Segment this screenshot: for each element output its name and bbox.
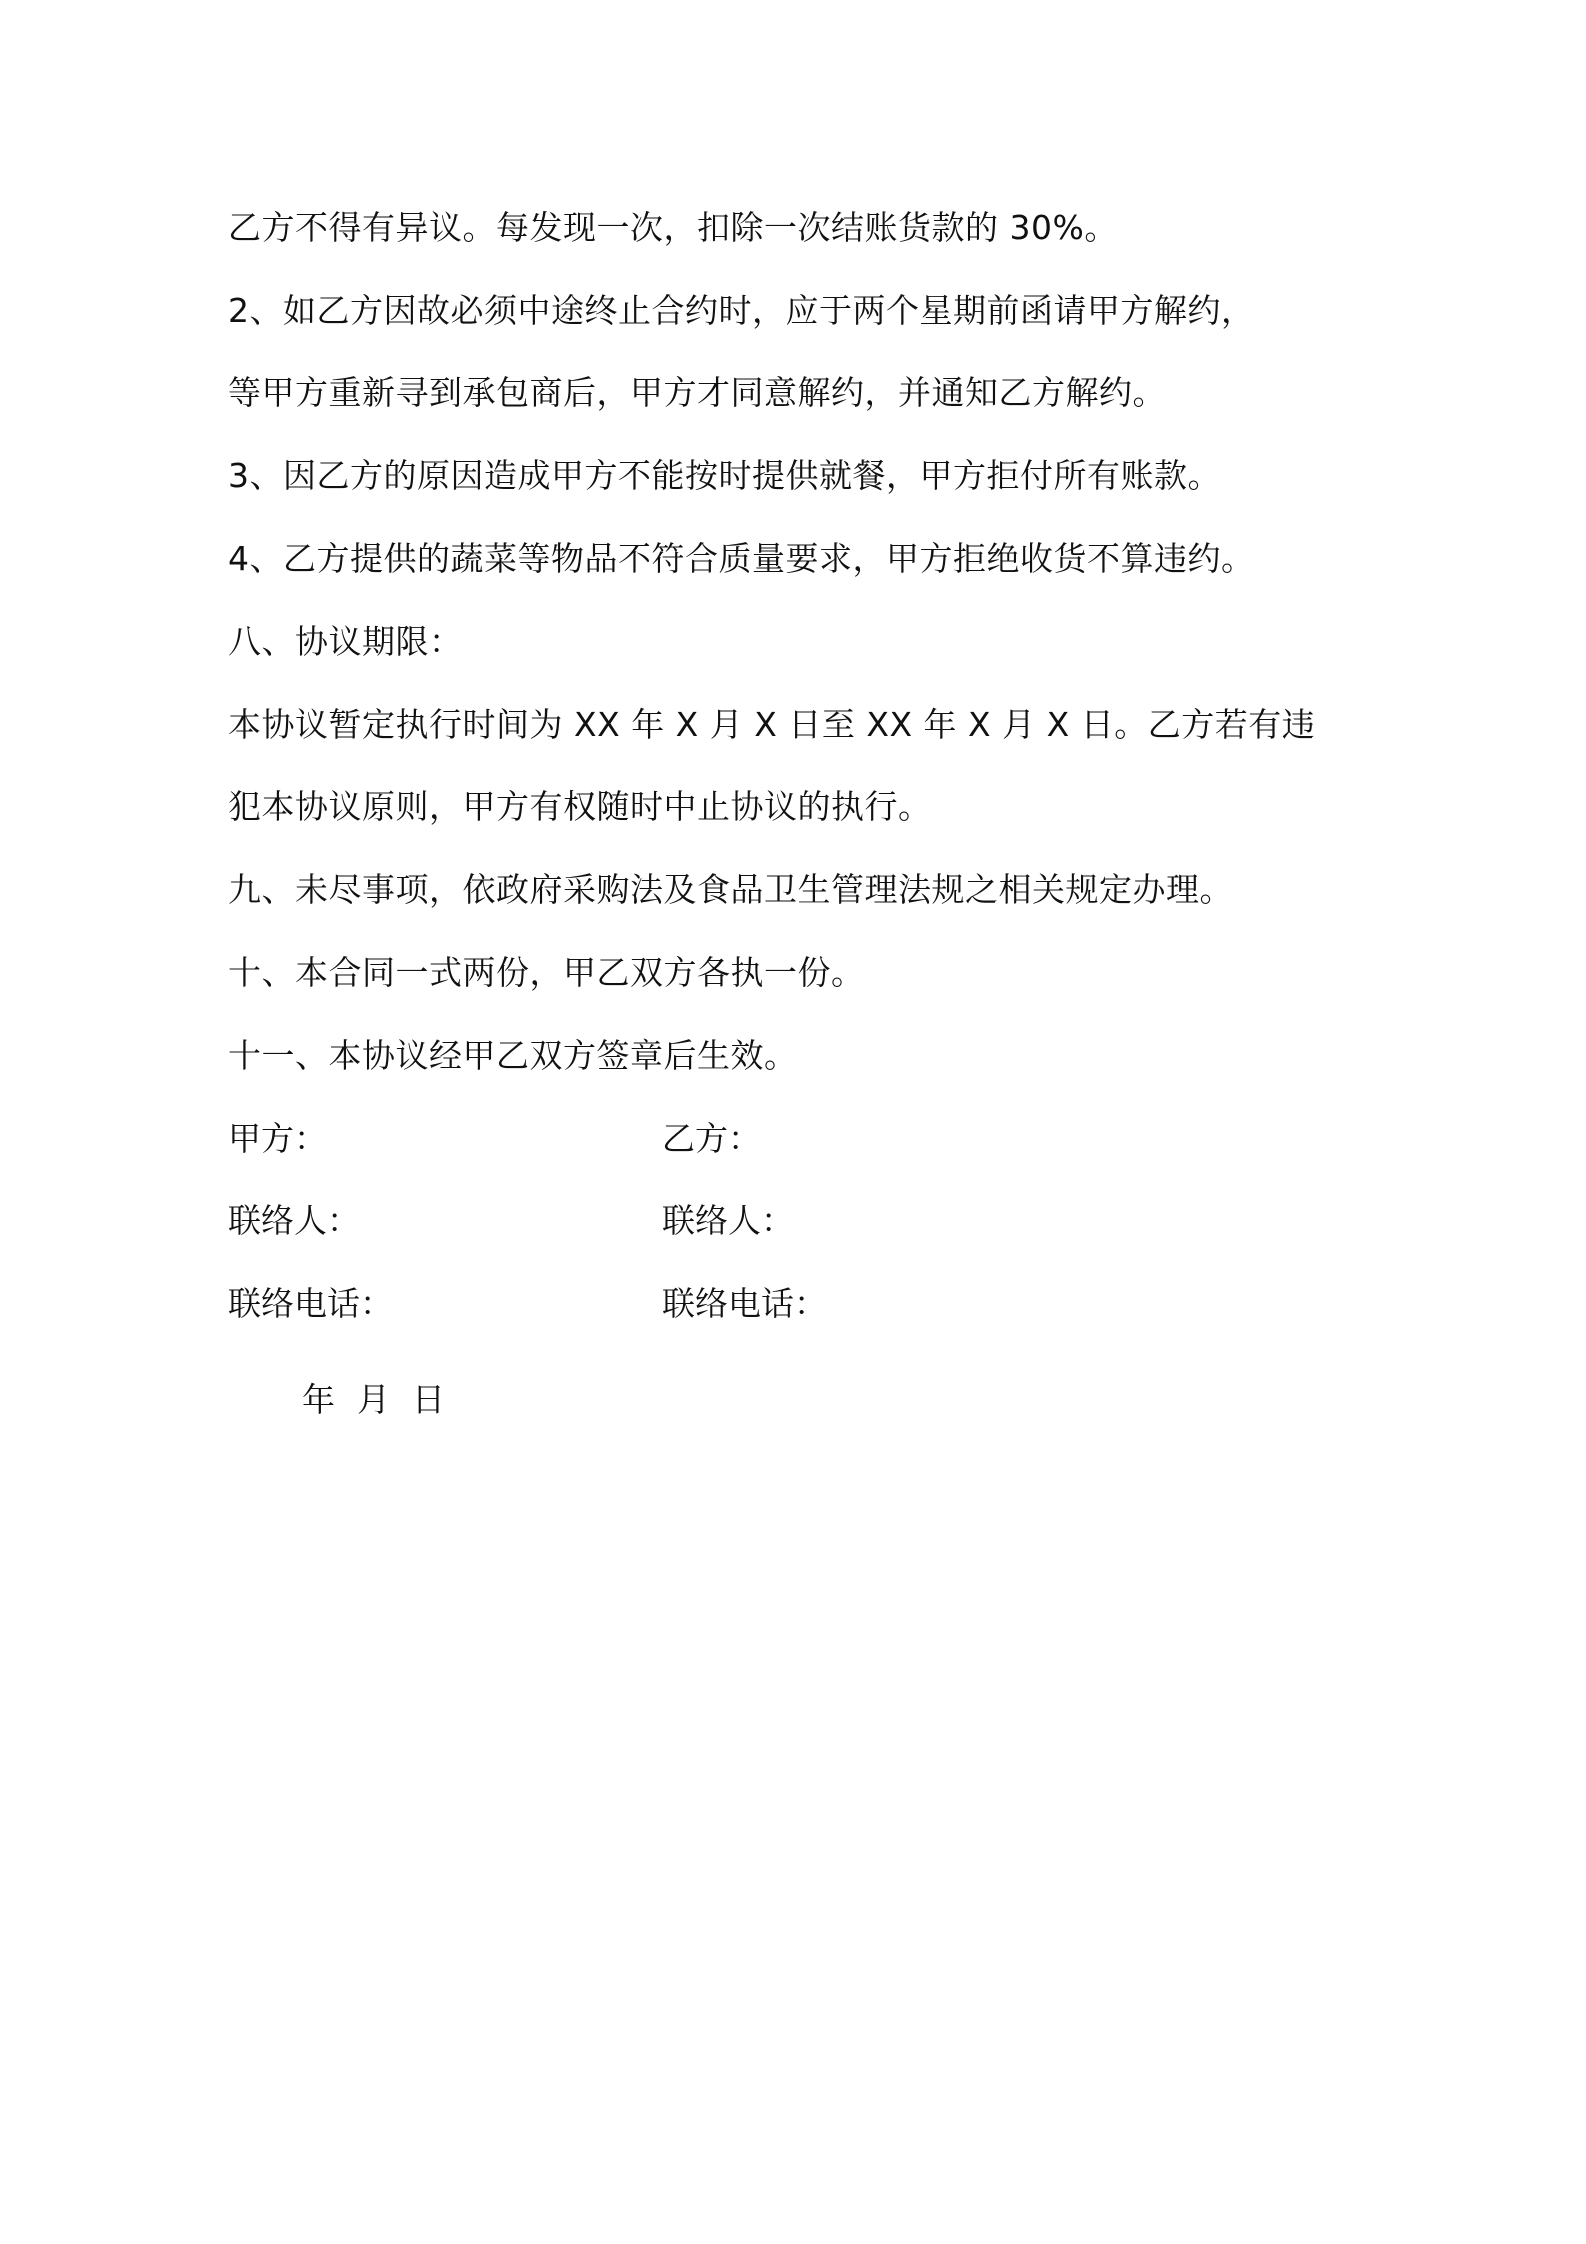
contact-a-label: 联络人： xyxy=(228,1201,360,1240)
paragraph-line: 本协议暂定执行时间为 XX 年 X 月 X 日至 XX 年 X 月 X 日。乙方若有违 xyxy=(228,705,1316,744)
party-b-label: 乙方： xyxy=(662,1119,761,1158)
date-month: 月 xyxy=(357,1380,390,1419)
paragraph-line: 4、乙方提供的蔬菜等物品不符合质量要求，甲方拒绝收货不算违约。 xyxy=(228,539,1255,578)
section-heading: 八、协议期限： xyxy=(228,622,463,661)
paragraph-line: 3、因乙方的原因造成甲方不能按时提供就餐，甲方拒付所有账款。 xyxy=(228,456,1221,495)
paragraph-line: 九、未尽事项，依政府采购法及食品卫生管理法规之相关规定办理。 xyxy=(228,870,1233,909)
paragraph-line: 十、本合同一式两份，甲乙双方各执一份。 xyxy=(228,953,865,992)
paragraph-line: 2、如乙方因故必须中途终止合约时，应于两个星期前函请甲方解约， xyxy=(228,291,1255,330)
date-day: 日 xyxy=(412,1380,445,1419)
paragraph-line: 十一、本协议经甲乙双方签章后生效。 xyxy=(228,1036,798,1075)
paragraph-line: 等甲方重新寻到承包商后，甲方才同意解约，并通知乙方解约。 xyxy=(228,373,1166,412)
party-a-label: 甲方： xyxy=(228,1119,327,1158)
contact-b-label: 联络人： xyxy=(662,1201,794,1240)
paragraph-line: 犯本协议原则，甲方有权随时中止协议的执行。 xyxy=(228,787,932,826)
paragraph-line: 乙方不得有异议。每发现一次，扣除一次结账货款的 30%。 xyxy=(228,208,1118,247)
date-year: 年 xyxy=(302,1380,335,1419)
phone-a-label: 联络电话： xyxy=(228,1284,393,1323)
phone-b-label: 联络电话： xyxy=(662,1284,827,1323)
date-line xyxy=(302,1380,445,1420)
